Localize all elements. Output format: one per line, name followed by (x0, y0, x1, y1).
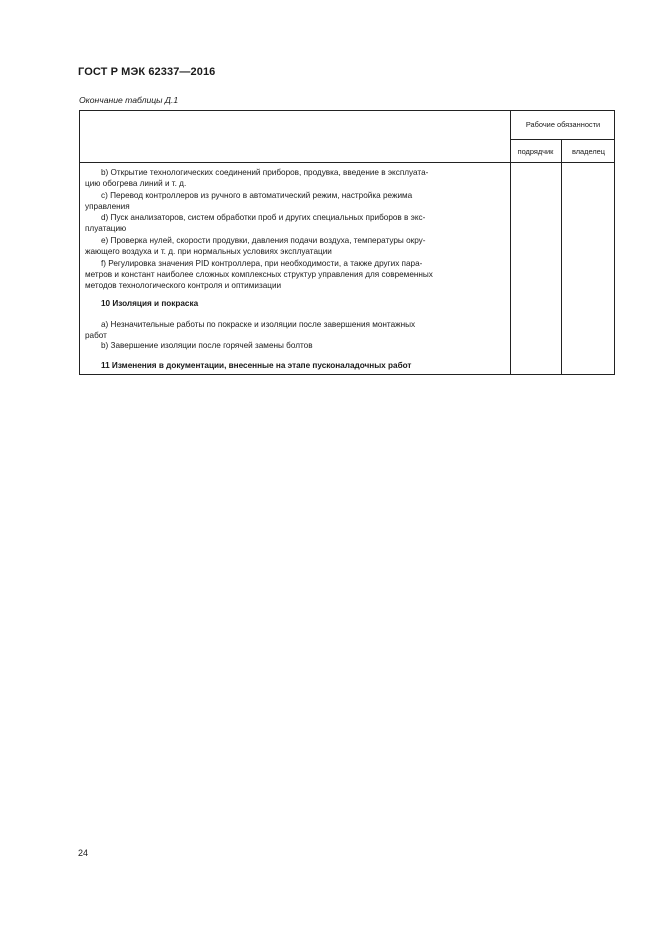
section-10-item-a (85, 319, 504, 341)
table-item-c (85, 190, 504, 212)
text-line: управления (85, 202, 130, 212)
text-line: жающего воздуха и т. д. при нормальных условиях эксплуатации (85, 247, 332, 257)
table-divider-duties (561, 139, 562, 374)
table-divider-subheader (510, 139, 614, 140)
section-10-item-b (85, 340, 504, 351)
table-item-b (85, 167, 504, 189)
text-line: e) Проверка нулей, скорости продувки, давления подачи воздуха, температуры окру- (101, 236, 426, 245)
text-line: f) Регулировка значения PID контроллера, при необходимости, а также других пара- (101, 259, 423, 268)
table-caption: Окончание таблицы Д.1 (79, 95, 179, 105)
section-title: 11 Изменения в документации, внесенные на этапе пусконаладочных работ (101, 361, 412, 370)
table-item-e (85, 235, 504, 257)
table-divider-header (80, 162, 614, 163)
section-10-title (85, 298, 504, 309)
column-header-owner: владелец (571, 147, 605, 156)
section-11-title (85, 360, 504, 371)
text-line: d) Пуск анализаторов, систем обработки проб и других специальных приборов в экс- (101, 213, 426, 222)
text-line: b) Завершение изоляции после горячей замены болтов (101, 341, 313, 350)
page-number: 24 (78, 848, 89, 858)
text-line: b) Открытие технологических соединений приборов, продувка, введение в эксплуата- (101, 168, 429, 177)
text-line: плуатацию (85, 224, 127, 234)
text-line: c) Перевод контроллеров из ручного в автоматический режим, настройка режима (101, 191, 413, 200)
text-line: работ (85, 331, 107, 341)
document-header: ГОСТ Р МЭК 62337—2016 (78, 66, 216, 78)
table-item-d (85, 212, 504, 234)
text-line: метров и констант наиболее сложных комплексных структур управления для современных (85, 270, 433, 280)
text-line: методов технологического контроля и оптимизации (85, 281, 282, 291)
column-header-contractor: подрядчик (517, 147, 554, 156)
table-item-f (85, 258, 504, 292)
text-line: цию обогрева линий и т. д. (85, 179, 187, 189)
section-title: 10 Изоляция и покраска (101, 299, 199, 308)
text-line: a) Незначительные работы по покраске и изоляции после завершения монтажных (101, 320, 416, 329)
column-header-duties: Рабочие обязанности (525, 120, 601, 129)
